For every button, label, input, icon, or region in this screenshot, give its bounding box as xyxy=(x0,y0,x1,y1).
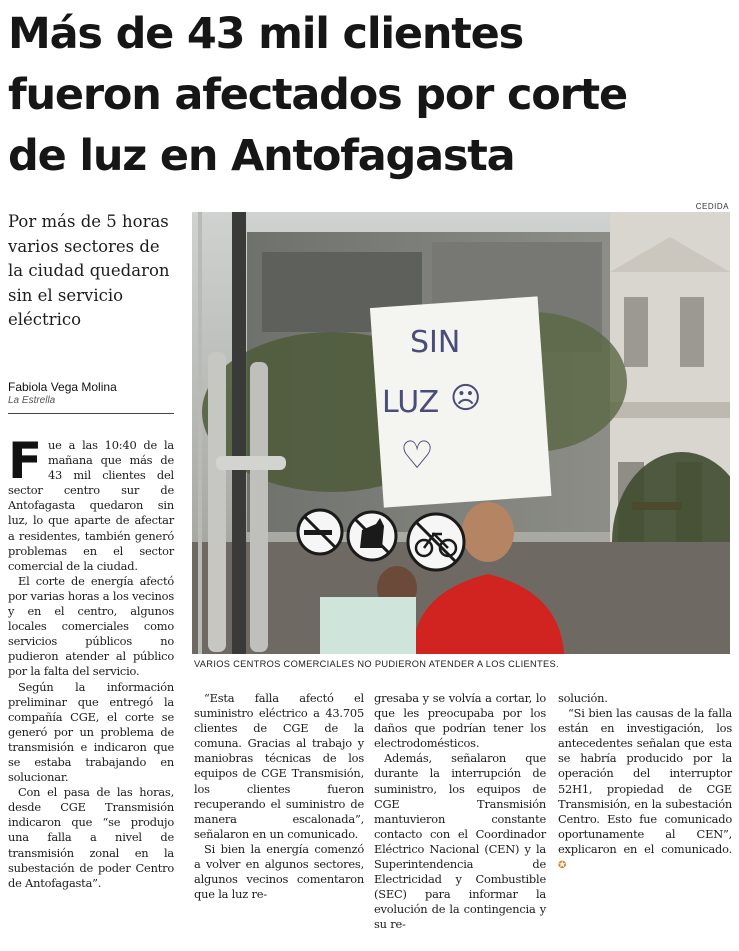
article-column-2 xyxy=(194,691,364,902)
no-bicycles-icon xyxy=(408,514,464,570)
photo-caption: VARIOS CENTROS COMERCIALES NO PUDIERON ATENDER A LOS CLIENTES. xyxy=(194,659,559,669)
paragraph-3: Según la información preliminar que entregó la compañía CGE, el corte se generó por un problema de transmisión e indicaron que se estaba trabajando en solucionar. xyxy=(8,679,174,785)
sign-text-luz: LUZ xyxy=(382,385,440,420)
article-column-3 xyxy=(374,691,546,933)
paragraph-8 xyxy=(558,706,732,873)
headline-line-1: Más de 43 mil clientes xyxy=(8,9,524,59)
paragraph-4: Con el pasa de las horas, desde CGE Transmisión indicaron que “se produjo una falla a nivel de transmisión zonal en la subestación de poder Centro de Antofagasta”. xyxy=(8,785,174,890)
sign-text-sin: SIN xyxy=(410,325,461,360)
article-photo xyxy=(192,212,730,654)
paragraph-7-continued: solución. xyxy=(558,691,608,705)
headline-line-2: fueron afectados por corte xyxy=(8,70,627,120)
byline-outlet: La Estrella xyxy=(8,395,56,406)
drop-cap: F xyxy=(8,432,42,490)
headline-line-3: de luz en Antofagasta xyxy=(8,131,515,181)
paragraph-8-text: “Si bien las causas de la falla están en investigación, los antecedentes señalan que esta se habría producido por la operación del interruptor 52H1, propiedad de CGE Transmisión, en la subestación Centro. Esto fue comunicado oportunamente al CEN”, explicaron en el comunicado. xyxy=(558,706,732,856)
paragraph-2: El corte de energía afectó por varias horas a los vecinos y en el centro, algunos locales comerciales como servicios públicos no pudieron atender al público por la falta del servicio. xyxy=(8,573,174,679)
paragraph-1-text: ue a las 10:40 de la mañana que más de 43 mil clientes del sector centro sur de Antofagasta quedaron sin luz, lo que aparte de afectar a residentes, también generó problemas en el sector comercial de la ciudad. xyxy=(8,438,174,573)
paragraph-6-continued: gresaba y se volvía a cortar, lo que les preocupaba por los daños que podrían tener los electrodomésticos. xyxy=(374,691,546,751)
article-column-4 xyxy=(558,691,732,873)
no-smoking-icon xyxy=(298,510,342,554)
byline-author: Fabiola Vega Molina xyxy=(8,380,117,394)
sign-heart-icon: ♡ xyxy=(400,433,435,477)
article-column-1 xyxy=(8,432,174,891)
photo-credit: CEDIDA xyxy=(695,202,729,211)
storefront-photo-illustration xyxy=(192,212,730,654)
paragraph-7: Además, señalaron que durante la interrupción de suministro, los equipos de CGE Transmisión mantuvieron constante contacto con el Coordinador Eléctrico Nacional (CEN) y la Superintendencia de Electricidad y Combustible (SEC) para informar la evolución de la contingencia y su re- xyxy=(374,751,546,932)
sign-sad-face-icon: ☹ xyxy=(450,381,482,416)
byline-divider xyxy=(8,413,174,414)
end-of-article-icon: ✪ xyxy=(558,860,567,872)
headline xyxy=(8,4,733,187)
paragraph-6: Si bien la energía comenzó a volver en algunos sectores, algunos vecinos comentaron que la luz re- xyxy=(194,841,364,902)
deck-subheadline: Por más de 5 horas varios sectores de la ciudad quedaron sin el servicio eléctrico xyxy=(8,212,170,329)
paragraph-1 xyxy=(8,432,174,574)
paragraph-5: “Esta falla afectó el suministro eléctrico a 43.705 clientes de CGE de la comuna. Gracias al trabajo y maniobras técnicas de los equipos de CGE Transmisión, los clientes fueron recuperando el suministro de manera escalonada”, señalaron en un comunicado. xyxy=(194,691,364,841)
no-dogs-icon xyxy=(348,512,396,560)
